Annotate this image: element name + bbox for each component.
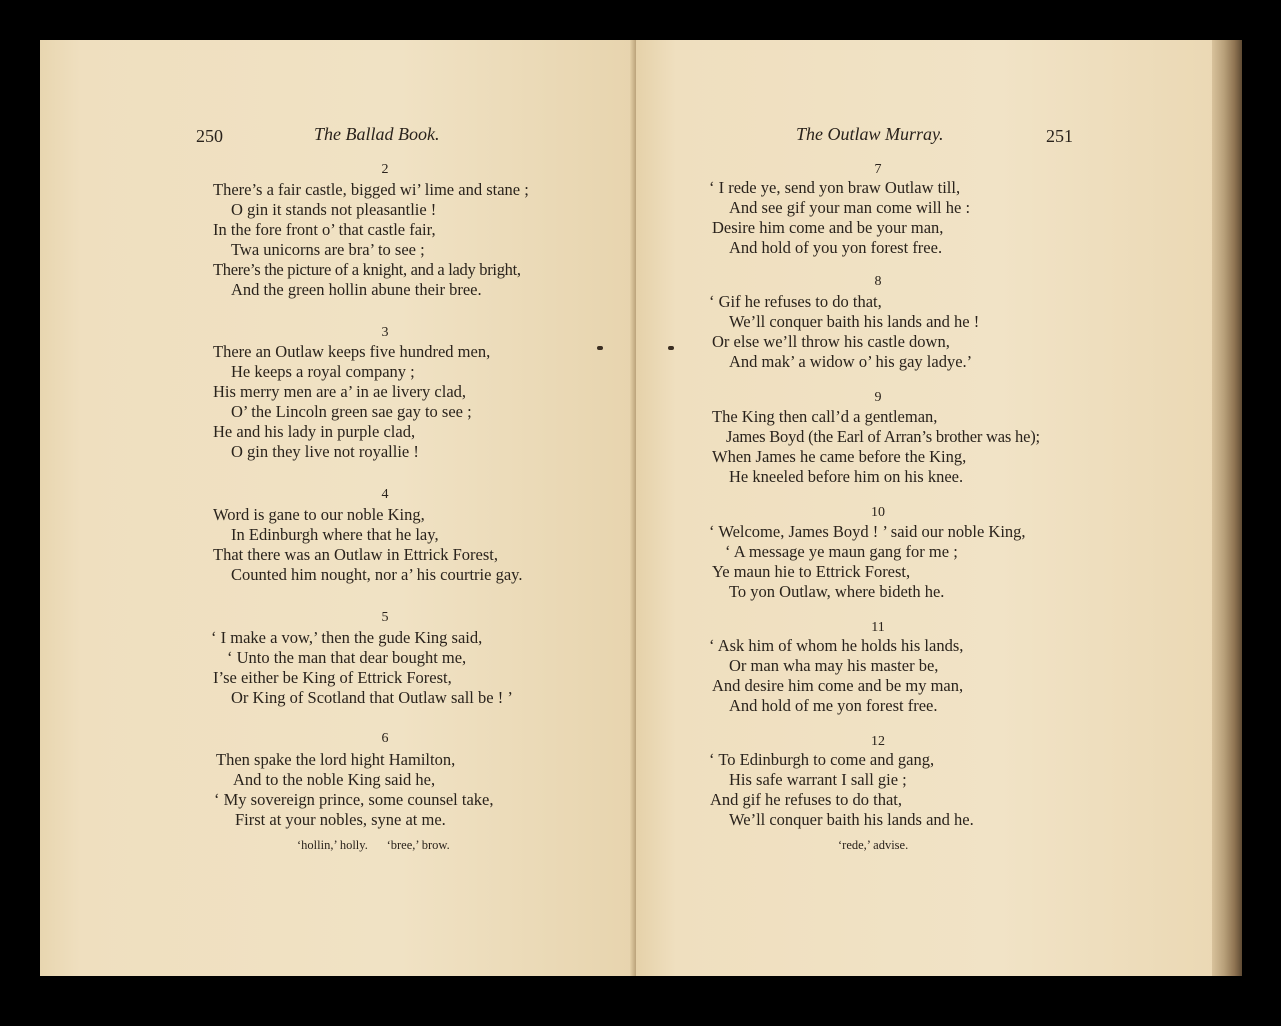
stanza-number: 2 <box>381 162 389 177</box>
verse-line: ‘ To Edinburgh to come and gang, <box>709 750 935 769</box>
verse-line: And hold of me yon forest free. <box>729 696 938 715</box>
verse-line: Twa unicorns are bra’ to see ; <box>231 240 425 259</box>
verse-line: O gin it stands not pleasantlie ! <box>231 200 437 219</box>
right-page <box>636 40 1242 976</box>
verse-line: ‘ I rede ye, send yon braw Outlaw till, <box>709 178 961 197</box>
verse-line: His safe warrant I sall gie ; <box>729 770 907 789</box>
verse-line: His merry men are a’ in ae livery clad, <box>213 382 467 401</box>
verse-line: Counted him nought, nor a’ his courtrie gay. <box>231 565 523 584</box>
left-page <box>40 40 636 976</box>
verse-line: O’ the Lincoln green sae gay to see ; <box>231 402 472 421</box>
verse-line: He keeps a royal company ; <box>231 362 415 381</box>
verse-line: There an Outlaw keeps five hundred men, <box>213 342 491 361</box>
verse-line: The King then call’d a gentleman, <box>712 407 938 426</box>
stanza-number: 12 <box>871 734 885 749</box>
stanza-number: 11 <box>871 620 885 635</box>
verse-line: And gif he refuses to do that, <box>710 790 902 809</box>
verse-line: To yon Outlaw, where bideth he. <box>729 582 945 601</box>
verse-line: And hold of you yon forest free. <box>729 238 943 257</box>
verse-line: There’s the picture of a knight, and a lady bright, <box>213 260 521 279</box>
ink-mark <box>668 346 674 350</box>
footnote: ‘rede,’ advise. <box>838 838 909 852</box>
running-head: The Ballad Book. <box>314 124 440 144</box>
verse-line: In the fore front o’ that castle fair, <box>213 220 436 239</box>
verse-line: ‘ Welcome, James Boyd ! ’ said our noble King, <box>709 522 1026 541</box>
verse-line: ‘ My sovereign prince, some counsel take, <box>214 790 494 809</box>
verse-line: That there was an Outlaw in Ettrick Forest, <box>213 545 499 564</box>
verse-line: Word is gane to our noble King, <box>213 505 425 524</box>
verse-line: O gin they live not royallie ! <box>231 442 419 461</box>
verse-line: ‘ Gif he refuses to do that, <box>709 292 882 311</box>
verse-line: I’se either be King of Ettrick Forest, <box>213 668 452 687</box>
verse-line: Or King of Scotland that Outlaw sall be ! ’ <box>231 688 513 707</box>
verse-line: And the green hollin abune their bree. <box>231 280 482 299</box>
verse-line: And see gif your man come will he : <box>729 198 971 217</box>
verse-line: ‘ Ask him of whom he holds his lands, <box>709 636 964 655</box>
stanza-number: 7 <box>874 162 882 177</box>
verse-line: Then spake the lord hight Hamilton, <box>216 750 456 769</box>
verse-line: There’s a fair castle, bigged wi’ lime and stane ; <box>213 180 529 199</box>
verse-line: Or else we’ll throw his castle down, <box>712 332 950 351</box>
verse-line: Or man wha may his master be, <box>729 656 939 675</box>
page-number: 250 <box>196 126 223 146</box>
stanza-number: 4 <box>381 487 389 502</box>
page-edges <box>1212 40 1242 976</box>
verse-line: And mak’ a widow o’ his gay ladye.’ <box>729 352 973 371</box>
verse-line: James Boyd (the Earl of Arran’s brother was he); <box>726 427 1040 446</box>
verse-line: We’ll conquer baith his lands and he. <box>729 810 974 829</box>
verse-line: In Edinburgh where that he lay, <box>231 525 439 544</box>
stanza-number: 9 <box>874 390 882 405</box>
stanza-number: 8 <box>874 274 882 289</box>
ink-mark <box>597 346 603 350</box>
verse-line: And to the noble King said he, <box>233 770 436 789</box>
verse-line: He and his lady in purple clad, <box>213 422 416 441</box>
verse-line: When James he came before the King, <box>712 447 967 466</box>
verse-line: First at your nobles, syne at me. <box>235 810 446 829</box>
verse-line: And desire him come and be my man, <box>712 676 964 695</box>
verse-line: Desire him come and be your man, <box>712 218 944 237</box>
verse-line: We’ll conquer baith his lands and he ! <box>729 312 980 331</box>
page-number: 251 <box>1046 126 1073 146</box>
stanza-number: 6 <box>381 731 389 746</box>
verse-line: Ye maun hie to Ettrick Forest, <box>712 562 911 581</box>
verse-line: ‘ A message ye maun gang for me ; <box>725 542 958 561</box>
running-head: The Outlaw Murray. <box>796 124 944 144</box>
footnote: ‘hollin,’ holly. ‘bree,’ brow. <box>297 838 450 852</box>
open-book <box>40 40 1242 976</box>
verse-line: He kneeled before him on his knee. <box>729 467 964 486</box>
stanza-number: 10 <box>871 505 885 520</box>
stanza-number: 5 <box>381 610 389 625</box>
verse-line: ‘ Unto the man that dear bought me, <box>227 648 467 667</box>
verse-line: ‘ I make a vow,’ then the gude King said, <box>211 628 483 647</box>
stanza-number: 3 <box>381 325 389 340</box>
